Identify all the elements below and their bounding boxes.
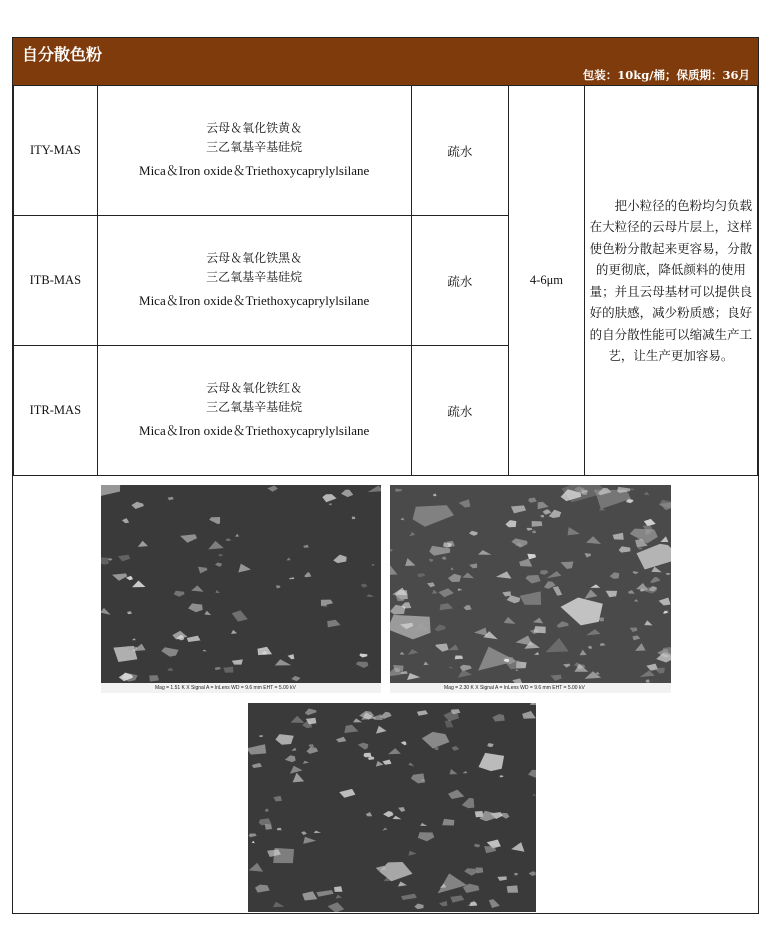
particle-shape <box>568 527 581 535</box>
particle-shape <box>435 644 448 652</box>
particle-shape <box>560 562 573 570</box>
particle-shape <box>339 789 355 798</box>
particle-shape <box>550 675 561 681</box>
particle-shape <box>209 517 220 524</box>
particle-shape <box>515 669 519 671</box>
particle-size-cell: 4-6μm <box>509 86 585 476</box>
description-text: 把小粒径的色粉均匀负载在大粒径的云母片层上，这样使色粉分散起来更容易，分散的更彻底，降低颜料的使用量；并且云母基材可以提供良好的肤感，减少粉质感；良好的自分散性能可以缩减生产工艺，让生产更加容易。 <box>589 197 753 363</box>
particle-shape <box>660 536 668 542</box>
product-table <box>13 85 758 476</box>
particle-shape <box>288 654 295 659</box>
particle-shape <box>445 720 454 728</box>
particle-shape <box>511 538 527 547</box>
particle-shape <box>507 885 518 892</box>
property-cell: 疏水 <box>411 86 509 216</box>
particle-shape <box>532 531 536 534</box>
particle-shape <box>630 488 635 490</box>
particle-shape <box>322 494 336 502</box>
particle-shape <box>533 618 543 624</box>
particle-shape <box>440 603 454 610</box>
particle-shape <box>470 902 478 906</box>
particle-shape <box>372 564 376 566</box>
table-row <box>14 86 758 216</box>
particle-shape <box>489 899 500 908</box>
particle-shape <box>405 558 415 566</box>
composition-cn-line1: 云母＆氧化铁黄＆ <box>206 120 303 135</box>
particle-shape <box>400 652 405 655</box>
particle-shape <box>303 837 316 844</box>
particle-shape <box>302 891 317 900</box>
particle-shape <box>398 882 407 887</box>
particle-shape <box>500 775 504 777</box>
particle-shape <box>632 571 638 574</box>
particle-shape <box>101 485 120 497</box>
particle-shape <box>547 571 562 578</box>
particle-shape <box>527 554 536 560</box>
particle-shape <box>411 773 425 783</box>
particle-shape <box>511 842 524 852</box>
particle-shape <box>617 487 630 493</box>
particle-shape <box>433 494 436 496</box>
particle-shape <box>226 538 232 541</box>
particle-shape <box>530 703 536 705</box>
particle-shape <box>408 649 419 655</box>
particle-shape <box>398 807 405 812</box>
particle-shape <box>383 760 392 765</box>
particle-shape <box>286 557 291 560</box>
particle-shape <box>505 520 516 527</box>
particle-shape <box>390 564 397 574</box>
particle-shape <box>451 567 454 570</box>
particle-shape <box>329 503 332 505</box>
particle-shape <box>448 574 461 582</box>
particle-shape <box>396 597 405 602</box>
particle-shape <box>188 603 203 612</box>
particle-shape <box>333 555 347 564</box>
sem-caption-2: Mag = 2.30 K X Signal A = InLens WD = 9.6 mm EHT = 5.00 kV <box>390 683 671 693</box>
particle-shape <box>363 753 371 758</box>
particle-shape <box>586 536 601 544</box>
particle-shape <box>462 798 475 808</box>
particle-shape <box>585 671 602 679</box>
particle-shape <box>534 652 539 655</box>
particle-shape <box>368 486 381 493</box>
particle-shape <box>252 763 262 768</box>
particle-shape <box>638 547 642 549</box>
particle-shape <box>460 665 472 672</box>
particle-shape <box>232 659 243 664</box>
particle-shape <box>628 590 635 594</box>
particle-shape <box>417 710 428 716</box>
particle-shape <box>502 591 511 596</box>
particle-shape <box>290 766 303 774</box>
particle-shape <box>435 625 446 632</box>
particle-shape <box>223 667 233 673</box>
particle-shape <box>232 610 248 621</box>
particle-shape <box>249 863 264 872</box>
composition-en: Mica＆Iron oxide＆Triethoxycaprylylsilane <box>139 292 370 308</box>
particle-shape <box>126 576 133 581</box>
particle-shape <box>585 589 598 598</box>
particle-shape <box>448 645 459 651</box>
particle-shape <box>526 575 541 584</box>
particle-shape <box>382 828 387 831</box>
particle-shape <box>532 521 543 527</box>
particle-shape <box>127 611 132 614</box>
particle-shape <box>390 549 393 552</box>
product-code: ITB-MAS <box>14 216 98 346</box>
particle-shape <box>586 629 601 635</box>
particle-shape <box>277 828 282 831</box>
particle-shape <box>462 573 474 579</box>
particle-shape <box>303 545 309 548</box>
particle-shape <box>534 626 546 633</box>
particle-shape <box>138 541 148 547</box>
particle-shape <box>238 564 251 573</box>
particle-shape <box>644 620 652 625</box>
particle-shape <box>101 608 111 615</box>
particle-shape <box>479 753 505 771</box>
particle-shape <box>514 873 518 876</box>
particle-shape <box>429 559 434 562</box>
composition-cn-line2: 三乙氧基辛基硅烷 <box>206 399 303 414</box>
particle-shape <box>275 659 292 665</box>
particle-shape <box>439 901 447 906</box>
particle-shape <box>543 510 552 515</box>
particle-shape <box>249 834 257 838</box>
particle-shape <box>353 718 362 722</box>
particle-shape <box>400 671 407 674</box>
particle-shape <box>327 620 340 628</box>
particle-shape <box>336 737 346 743</box>
particle-shape <box>291 716 305 723</box>
particle-shape <box>606 591 618 598</box>
particle-shape <box>174 591 185 597</box>
particle-shape <box>590 584 600 588</box>
particle-shape <box>634 599 639 602</box>
particle-shape <box>422 732 450 749</box>
particle-shape <box>408 763 414 767</box>
particle-shape <box>522 711 536 719</box>
particle-shape <box>442 819 454 826</box>
particle-shape <box>132 581 146 588</box>
particle-shape <box>366 812 373 816</box>
sem-micrograph-1 <box>101 485 381 683</box>
composition-en: Mica＆Iron oxide＆Triethoxycaprylylsilane <box>139 162 370 178</box>
particle-shape <box>379 862 412 881</box>
particle-shape <box>303 761 309 764</box>
particle-shape <box>432 590 437 594</box>
particle-shape <box>540 515 544 518</box>
particle-shape <box>632 635 640 640</box>
particle-shape <box>131 502 143 509</box>
sem-caption-1: Mag = 1.51 K X Signal A = InLens WD = 9.6 mm EHT = 5.00 kV <box>101 683 381 693</box>
particle-shape <box>208 541 224 550</box>
particle-shape <box>449 769 457 775</box>
particle-shape <box>376 726 387 734</box>
particle-shape <box>413 505 454 527</box>
particle-shape <box>420 823 427 826</box>
product-code: ITY-MAS <box>14 86 98 216</box>
particle-shape <box>180 534 197 543</box>
composition-en: Mica＆Iron oxide＆Triethoxycaprylylsilane <box>139 422 370 438</box>
particle-shape <box>644 492 650 496</box>
particle-shape <box>359 654 367 658</box>
particle-shape <box>596 672 600 675</box>
particle-shape <box>463 771 468 773</box>
particle-shape <box>304 572 311 577</box>
particle-shape <box>553 586 563 596</box>
particle-shape <box>252 841 255 844</box>
particle-shape <box>630 627 638 632</box>
particle-shape <box>132 638 136 640</box>
particle-shape <box>321 600 333 607</box>
particle-shape <box>438 873 467 893</box>
sem-image-3 <box>248 703 536 912</box>
composition-cn-line1: 云母＆氧化铁红＆ <box>206 380 303 395</box>
particle-shape <box>255 885 270 893</box>
particle-shape <box>293 773 305 783</box>
particle-shape <box>383 811 393 817</box>
particle-shape <box>449 666 454 668</box>
particle-shape <box>409 532 415 537</box>
particle-shape <box>458 588 463 591</box>
particle-shape <box>650 577 660 583</box>
particle-shape <box>417 573 425 577</box>
particle-shape <box>474 628 487 636</box>
property-cell: 疏水 <box>411 346 509 476</box>
particle-shape <box>168 497 174 501</box>
sem-image-2 <box>390 485 671 693</box>
particle-shape <box>198 567 208 574</box>
particle-shape <box>388 748 401 754</box>
particle-shape <box>442 557 447 560</box>
particle-shape <box>231 630 237 634</box>
particle-shape <box>316 890 333 897</box>
particle-shape <box>356 662 368 668</box>
particle-shape <box>532 793 536 796</box>
particle-shape <box>610 572 620 579</box>
particle-shape <box>424 662 429 666</box>
particle-shape <box>538 502 549 510</box>
particle-shape <box>314 831 321 834</box>
particle-shape <box>659 598 671 606</box>
particle-shape <box>464 605 472 610</box>
particle-shape <box>540 570 548 575</box>
particle-shape <box>549 510 562 518</box>
particle-shape <box>305 709 317 716</box>
composition-cell <box>97 86 411 216</box>
particle-shape <box>401 741 407 745</box>
particle-shape <box>273 902 285 907</box>
particle-shape <box>469 563 477 568</box>
particle-shape <box>334 886 342 892</box>
composition-cn-line2: 三乙氧基辛基硅烷 <box>206 139 303 154</box>
composition-cn-line1: 云母＆氧化铁黑＆ <box>206 250 303 265</box>
particle-shape <box>308 744 314 747</box>
particle-shape <box>507 595 521 603</box>
particle-shape <box>546 638 569 652</box>
particle-shape <box>492 714 504 722</box>
particle-shape <box>401 894 417 900</box>
particle-shape <box>361 584 368 588</box>
particle-shape <box>528 770 536 778</box>
particle-shape <box>393 816 402 819</box>
particle-shape <box>265 824 272 830</box>
particle-shape <box>289 577 294 579</box>
packaging-info: 包装：10kg/桶；保质期：36月 <box>582 68 750 82</box>
header-banner <box>13 38 758 85</box>
particle-shape <box>216 590 220 593</box>
particle-shape <box>259 818 272 825</box>
particle-shape <box>112 573 127 580</box>
particle-shape <box>395 489 402 492</box>
particle-shape <box>285 755 296 762</box>
particle-shape <box>458 670 472 678</box>
particle-shape <box>455 656 463 660</box>
particle-shape <box>528 498 537 503</box>
particle-shape <box>275 734 293 745</box>
particle-shape <box>474 844 480 848</box>
particle-shape <box>529 871 536 876</box>
particle-shape <box>651 567 662 573</box>
particle-shape <box>401 518 405 521</box>
particle-shape <box>659 500 671 508</box>
particle-shape <box>666 573 671 575</box>
particle-shape <box>635 643 646 651</box>
particle-shape <box>588 646 593 649</box>
particle-shape <box>478 550 492 555</box>
particle-shape <box>376 761 384 767</box>
particle-shape <box>336 895 342 899</box>
particle-shape <box>408 851 416 856</box>
particle-shape <box>203 650 207 652</box>
particle-shape <box>358 743 369 750</box>
particle-shape <box>122 518 129 523</box>
particle-shape <box>484 846 496 853</box>
particle-shape <box>600 643 606 646</box>
particle-shape <box>265 809 269 812</box>
particle-shape <box>306 747 318 754</box>
composition-cn-line2: 三乙氧基辛基硅烷 <box>206 269 303 284</box>
particle-shape <box>235 534 239 537</box>
particle-shape <box>352 517 356 520</box>
particle-shape <box>204 611 211 615</box>
particle-shape <box>563 664 571 668</box>
particle-shape <box>640 670 655 677</box>
particle-shape <box>168 668 174 671</box>
particle-shape <box>291 676 300 681</box>
particle-shape <box>448 790 464 799</box>
composition-cell <box>97 216 411 346</box>
particle-shape <box>427 582 435 587</box>
sem-micrograph-3 <box>248 703 536 912</box>
particle-shape <box>511 505 526 513</box>
particle-shape <box>118 555 130 562</box>
particle-shape <box>561 598 603 626</box>
particle-shape <box>450 895 464 902</box>
product-code: ITR-MAS <box>14 346 98 476</box>
particle-shape <box>407 673 420 680</box>
particle-shape <box>580 650 587 656</box>
particle-shape <box>259 735 263 737</box>
particle-shape <box>215 562 222 566</box>
particle-shape <box>276 585 281 588</box>
particle-shape <box>215 667 221 670</box>
particle-shape <box>341 490 353 498</box>
particle-shape <box>291 748 296 751</box>
particle-shape <box>654 668 665 674</box>
particle-shape <box>496 571 512 578</box>
sem-image-1 <box>101 485 381 693</box>
particle-shape <box>267 486 278 492</box>
particle-shape <box>366 594 374 597</box>
composition-cell <box>97 346 411 476</box>
particle-shape <box>248 744 266 754</box>
particle-shape <box>218 554 222 556</box>
particle-shape <box>434 747 439 750</box>
section-title: 自分散色粉 <box>22 45 103 64</box>
particle-shape <box>487 743 494 747</box>
particle-shape <box>187 636 201 642</box>
particle-shape <box>451 746 459 751</box>
particle-shape <box>328 902 345 912</box>
particle-shape <box>101 557 109 564</box>
particle-shape <box>459 499 471 507</box>
particle-shape <box>520 591 541 605</box>
particle-shape <box>301 831 307 835</box>
particle-shape <box>527 528 533 531</box>
particle-shape <box>438 588 453 597</box>
particle-shape <box>497 876 506 881</box>
particle-shape <box>273 796 282 802</box>
particle-shape <box>619 546 631 552</box>
particle-shape <box>191 585 204 591</box>
particle-shape <box>519 559 532 567</box>
property-cell: 疏水 <box>411 216 509 346</box>
particle-shape <box>344 725 358 733</box>
particle-shape <box>418 832 435 841</box>
particle-shape <box>464 868 477 875</box>
particle-shape <box>161 647 178 657</box>
particle-shape <box>557 621 569 628</box>
particle-shape <box>504 617 516 624</box>
particle-shape <box>469 531 478 536</box>
particle-shape <box>414 904 423 910</box>
sem-micrograph-2 <box>390 485 671 683</box>
description-cell <box>584 86 757 476</box>
particle-shape <box>585 553 592 558</box>
particle-shape <box>149 675 159 682</box>
particle-shape <box>613 533 624 540</box>
